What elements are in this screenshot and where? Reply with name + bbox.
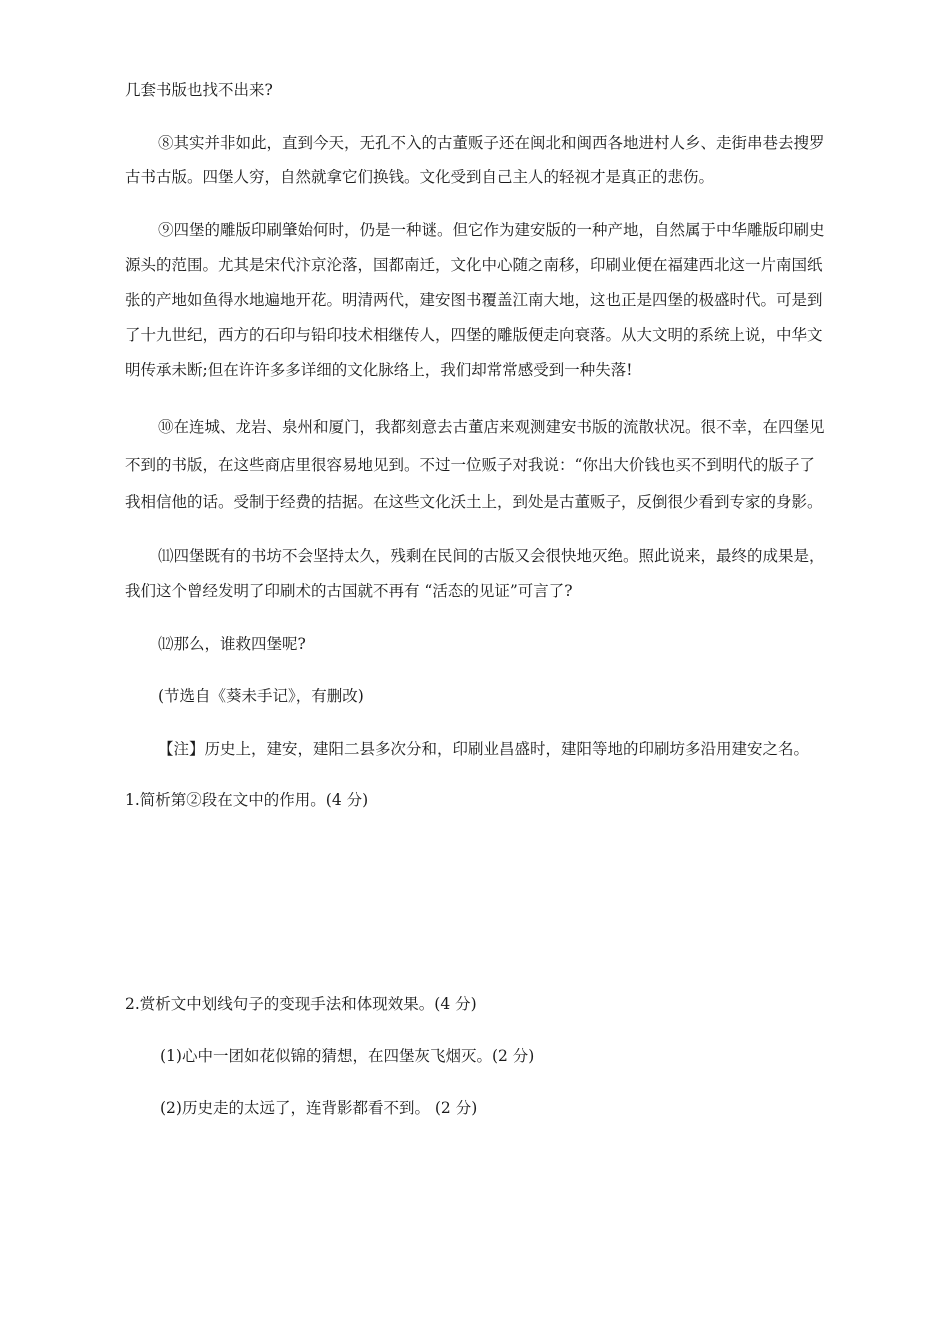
question-2: 2.赏析文中划线句子的变现手法和体现效果。(4 分) (125, 995, 477, 1013)
question-2-part-1: (1)心中一团如花似锦的猜想，在四堡灰飞烟灭。(2 分) (160, 1047, 535, 1065)
text-line: 不到的书版，在这些商店里很容易地见到。不过一位贩子对我说：“你出大价钱也买不到明代的版子了 (125, 456, 815, 474)
question-2-part-2: (2)历史走的太远了，连背影都看不到。 (2 分) (160, 1099, 478, 1117)
text-line: 明传承未断;但在许许多多详细的文化脉络上，我们却常常感受到一种失落! (125, 361, 633, 379)
text-line: 张的产地如鱼得水地遍地开花。明清两代，建安图书覆盖江南大地，这也正是四堡的极盛时代。可是到 (125, 291, 823, 309)
text-line: 我相信他的话。受制于经费的拮据。在这些文化沃土上，到处是古董贩子，反倒很少看到专家的身影。 (125, 493, 823, 511)
question-1: 1.简析第②段在文中的作用。(4 分) (125, 791, 369, 809)
note: 【注】历史上，建安，建阳二县多次分和，印刷业昌盛时，建阳等地的印刷坊多沿用建安之名。 (158, 740, 810, 758)
text-line: ⑧其实并非如此，直到今天，无孔不入的古董贩子还在闽北和闽西各地进村人乡、走街串巷去搜罗 (158, 134, 825, 152)
text-line: 我们这个曾经发明了印刷术的古国就不再有 “活态的见证”可言了? (125, 582, 573, 600)
text-line: ⑩在连城、龙岩、泉州和厦门，我都刻意去古董店来观测建安书版的流散状况。很不幸，在四堡见 (158, 418, 825, 436)
text-line: 了十九世纪，西方的石印与铅印技术相继传人，四堡的雕版便走向衰落。从大文明的系统上说，中华文 (125, 326, 823, 344)
text-line: 源头的范围。尤其是宋代汴京沦落，国都南迁，文化中心随之南移，印刷业便在福建西北这一片南国纸 (125, 256, 823, 274)
source-citation: (节选自《葵未手记》，有删改) (158, 687, 364, 705)
text-line: 古书古版。四堡人穷，自然就拿它们换钱。文化受到自己主人的轻视才是真正的悲伤。 (125, 168, 715, 186)
text-line: ⑨四堡的雕版印刷肇始何时，仍是一种谜。但它作为建安版的一种产地，自然属于中华雕版印刷史 (158, 221, 825, 239)
text-line: ⑿那么，谁救四堡呢? (158, 635, 306, 653)
text-line: ⑾四堡既有的书坊不会坚持太久，残剩在民间的古版又会很快地灭绝。照此说来，最终的成果是， (158, 547, 825, 565)
text-line: 几套书版也找不出来? (125, 81, 273, 99)
